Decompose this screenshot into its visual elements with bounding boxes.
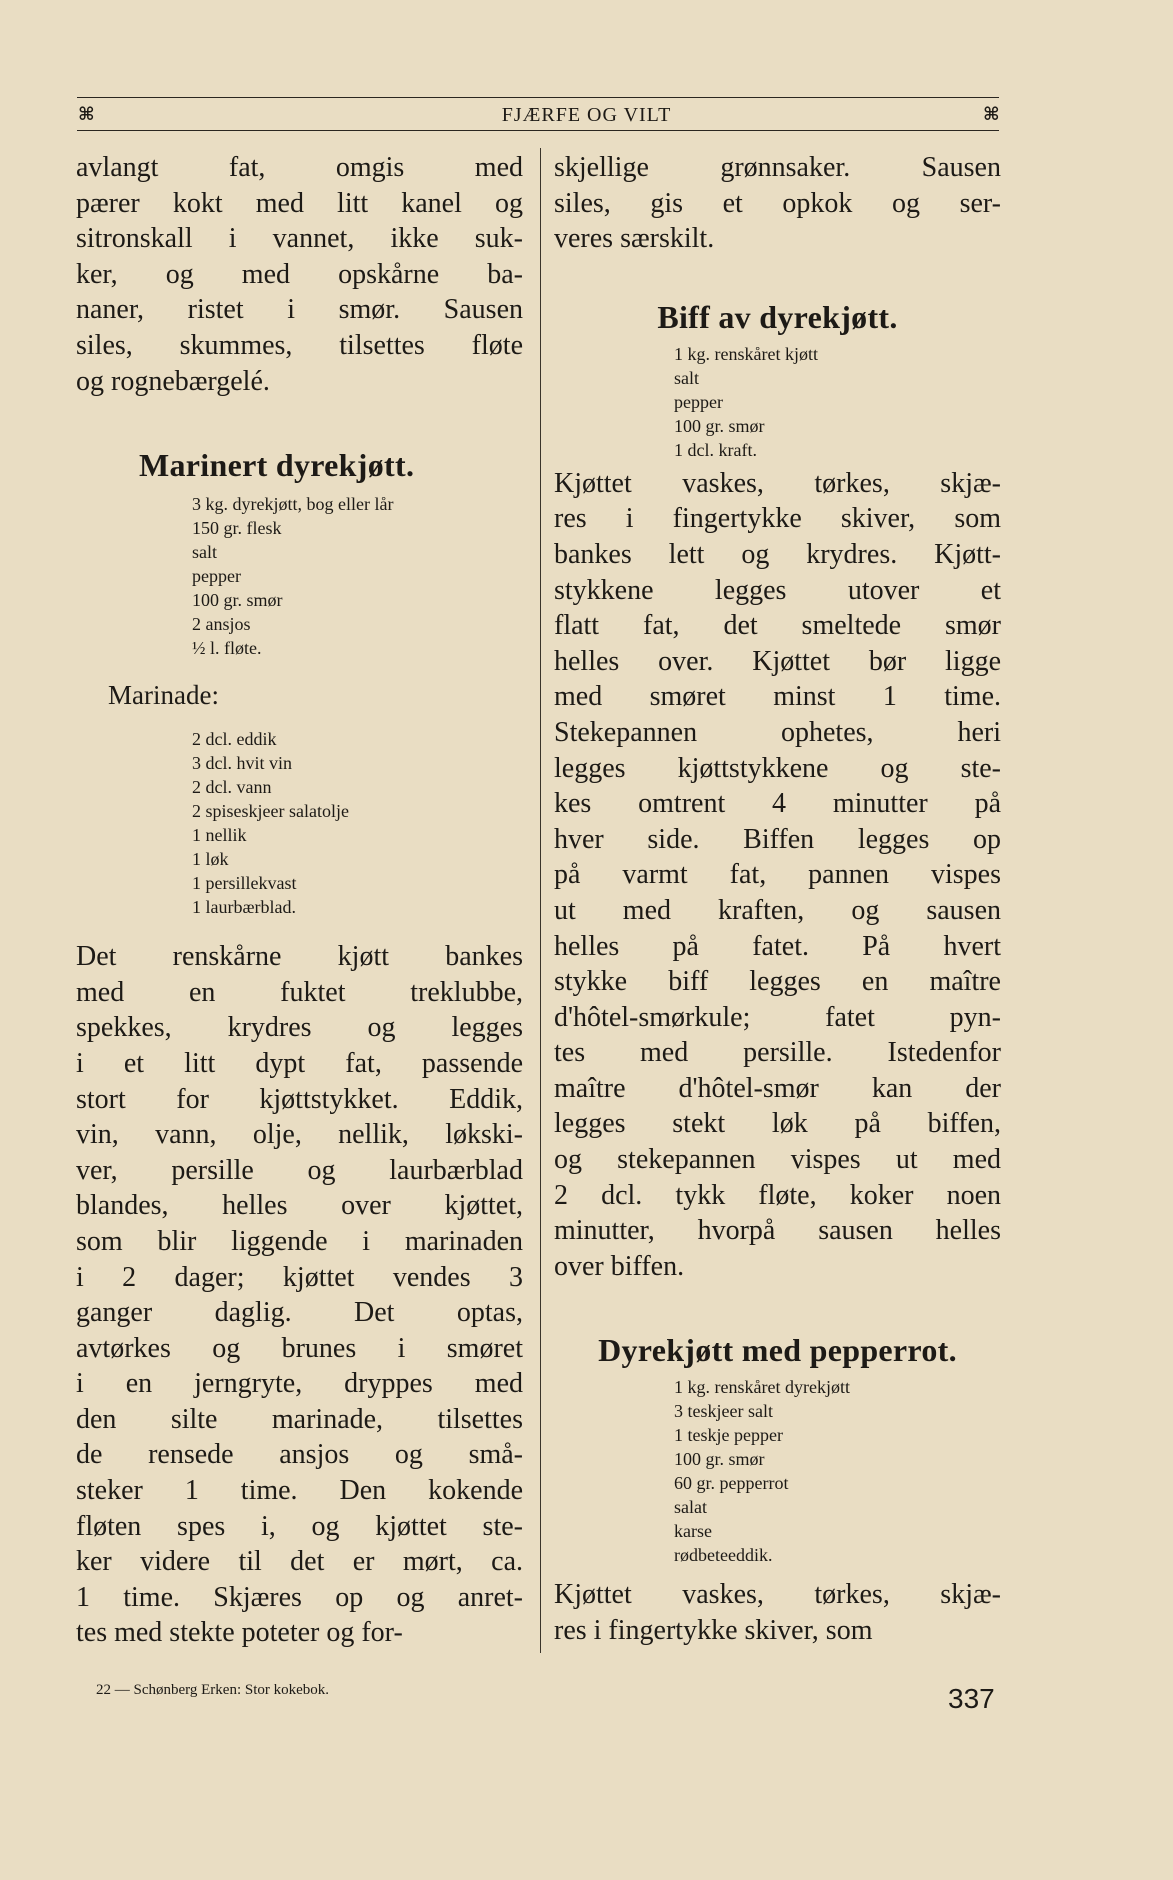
text-line: minutter, hvorpå sausen helles	[554, 1215, 1001, 1247]
header-bottom-rule	[77, 130, 999, 131]
page-number: 337	[948, 1683, 995, 1714]
text-line: på varmt fat, pannen vispes	[554, 859, 1001, 891]
text-line: helles over. Kjøttet bør ligge	[554, 645, 1001, 677]
recipe-title-marinert: Marinert dyrekjøtt.	[139, 447, 415, 484]
text-line: avlangt fat, omgis med	[76, 152, 523, 183]
text-line: pærer kokt med litt kanel og	[76, 187, 523, 219]
text-line: helles på fatet. På hvert	[554, 930, 1001, 962]
ingredient-item: 60 gr. pepperrot	[674, 1473, 789, 1494]
text-line: legges stekt løk på biffen,	[554, 1108, 1001, 1140]
ingredient-item: 1 persillekvast	[192, 873, 297, 894]
text-line: med en fuktet treklubbe,	[76, 976, 523, 1008]
text-line: bankes lett og krydres. Kjøtt-	[554, 538, 1001, 570]
ingredient-item: rødbeteeddik.	[674, 1545, 773, 1566]
ingredient-item: 1 kg. renskåret kjøtt	[674, 343, 818, 364]
text-line: stort for kjøttstykket. Eddik,	[76, 1083, 523, 1115]
ingredient-list-biff	[554, 342, 1001, 462]
ingredient-item: 3 kg. dyrekjøtt, bog eller lår	[192, 494, 394, 515]
recipe-title-biff: Biff av dyrekjøtt.	[657, 298, 898, 335]
ingredient-item: salt	[674, 367, 699, 388]
text-line: de rensede ansjos og små-	[76, 1439, 523, 1471]
text-line: og stekepannen vispes ut med	[554, 1144, 1001, 1176]
text-line: blandes, helles over kjøttet,	[76, 1190, 523, 1222]
ingredient-item: 2 spiseskjeer salatolje	[192, 801, 349, 822]
text-line: Det renskårne kjøtt bankes	[76, 941, 523, 973]
text-line: med smøret minst 1 time.	[554, 681, 1001, 713]
ingredient-item: salat	[674, 1497, 707, 1518]
text-line: d'hôtel-smørkule; fatet pyn-	[554, 1001, 1001, 1033]
text-line: spekkes, krydres og legges	[76, 1012, 523, 1044]
text-line: skjellige grønnsaker. Sausen	[554, 152, 1001, 183]
ingredient-item: ½ l. fløte.	[192, 638, 262, 659]
ingredient-item: 2 dcl. eddik	[192, 729, 277, 750]
left-column	[76, 150, 523, 1651]
text-line: ut med kraften, og sausen	[554, 894, 1001, 926]
text-line: stykkene legges utover et	[554, 574, 1001, 606]
ingredient-item: 3 teskjeer salt	[674, 1401, 773, 1422]
text-line: ker, og med opskårne ba-	[76, 258, 523, 290]
text-line: flatt fat, det smeltede smør	[554, 610, 1001, 642]
left-intro-paragraph	[76, 150, 523, 399]
text-line: vin, vann, olje, nellik, løkski-	[76, 1119, 523, 1151]
ingredient-item: 1 teskje pepper	[674, 1425, 783, 1446]
text-line: 1 time. Skjæres op og anret-	[76, 1581, 523, 1613]
ingredient-item: 1 dcl. kraft.	[674, 439, 757, 460]
text-line: kes omtrent 4 minutter på	[554, 788, 1001, 820]
right-column	[554, 150, 1001, 1649]
ingredient-item: pepper	[192, 566, 241, 587]
text-line: den silte marinade, tilsettes	[76, 1403, 523, 1435]
ingredient-item: 1 laurbærblad.	[192, 897, 296, 918]
text-line: 2 dcl. tykk fløte, koker noen	[554, 1179, 1001, 1211]
text-line: tes med stekte poteter og for-	[76, 1617, 403, 1649]
ingredient-item: 100 gr. smør	[192, 590, 283, 611]
text-line: over biffen.	[554, 1250, 685, 1282]
text-line: og rognebærgelé.	[76, 365, 270, 397]
text-line: fløten spes i, og kjøttet ste-	[76, 1510, 523, 1542]
text-line: Kjøttet vaskes, tørkes, skjæ-	[554, 1579, 1001, 1611]
text-line: ver, persille og laurbærblad	[76, 1154, 523, 1186]
ingredient-item: karse	[674, 1521, 712, 1542]
text-line: i 2 dager; kjøttet vendes 3	[76, 1261, 523, 1293]
marinade-heading: Marinade:	[108, 680, 219, 711]
header-ornament-left-icon: ⌘	[78, 104, 95, 125]
method-paragraph-biff	[554, 466, 1001, 1285]
text-line: naner, ristet i smør. Sausen	[76, 294, 523, 326]
ingredient-item: 100 gr. smør	[674, 415, 765, 436]
text-line: siles, gis et opkok og ser-	[554, 187, 1001, 219]
ingredient-item: 150 gr. flesk	[192, 518, 282, 539]
ingredient-list-marinade	[76, 727, 523, 919]
method-paragraph-marinert	[76, 939, 523, 1651]
ingredient-list-pepperrot	[554, 1375, 1001, 1567]
text-line: ker videre til det er mørt, ca.	[76, 1546, 523, 1578]
column-divider	[540, 148, 541, 1653]
ingredient-item: 2 dcl. vann	[192, 777, 272, 798]
header-top-rule	[77, 97, 999, 98]
text-line: steker 1 time. Den kokende	[76, 1475, 523, 1507]
ingredient-item: 3 dcl. hvit vin	[192, 753, 292, 774]
ingredient-item: salt	[192, 542, 217, 563]
text-line: avtørkes og brunes i smøret	[76, 1332, 523, 1364]
ingredient-list-marinert	[76, 492, 523, 660]
text-line: tes med persille. Istedenfor	[554, 1037, 1001, 1069]
text-line: hver side. Biffen legges op	[554, 823, 1001, 855]
ingredient-item: 100 gr. smør	[674, 1449, 765, 1470]
ingredient-item: pepper	[674, 391, 723, 412]
text-line: sitronskall i vannet, ikke suk-	[76, 223, 523, 255]
text-line: som blir liggende i marinaden	[76, 1225, 523, 1257]
text-line: Kjøttet vaskes, tørkes, skjæ-	[554, 467, 1001, 499]
text-line: res i fingertykke skiver, som	[554, 503, 1001, 535]
text-line: res i fingertykke skiver, som	[554, 1615, 873, 1647]
ingredient-item: 1 løk	[192, 849, 229, 870]
text-line: legges kjøttstykkene og ste-	[554, 752, 1001, 784]
text-line: siles, skummes, tilsettes fløte	[76, 329, 523, 361]
text-line: ganger daglig. Det optas,	[76, 1297, 523, 1329]
method-paragraph-pepperrot	[554, 1577, 1001, 1648]
right-intro-paragraph	[554, 150, 1001, 257]
ingredient-item: 1 kg. renskåret dyrekjøtt	[674, 1377, 850, 1398]
header-ornament-right-icon: ⌘	[983, 104, 1000, 125]
ingredient-item: 1 nellik	[192, 825, 247, 846]
footer-signature: 22 — Schønberg Erken: Stor kokebok.	[96, 1682, 330, 1698]
text-line: Stekepannen ophetes, heri	[554, 716, 1001, 748]
text-line: stykke biff legges en maître	[554, 966, 1001, 998]
recipe-title-pepperrot: Dyrekjøtt med pepperrot.	[598, 1332, 957, 1369]
text-line: maître d'hôtel-smør kan der	[554, 1072, 1001, 1104]
ingredient-item: 2 ansjos	[192, 614, 251, 635]
running-header: FJÆRFE OG VILT	[501, 104, 672, 126]
text-line: i en jerngryte, dryppes med	[76, 1368, 523, 1400]
text-line: veres særskilt.	[554, 223, 715, 255]
text-line: i et litt dypt fat, passende	[76, 1047, 523, 1079]
